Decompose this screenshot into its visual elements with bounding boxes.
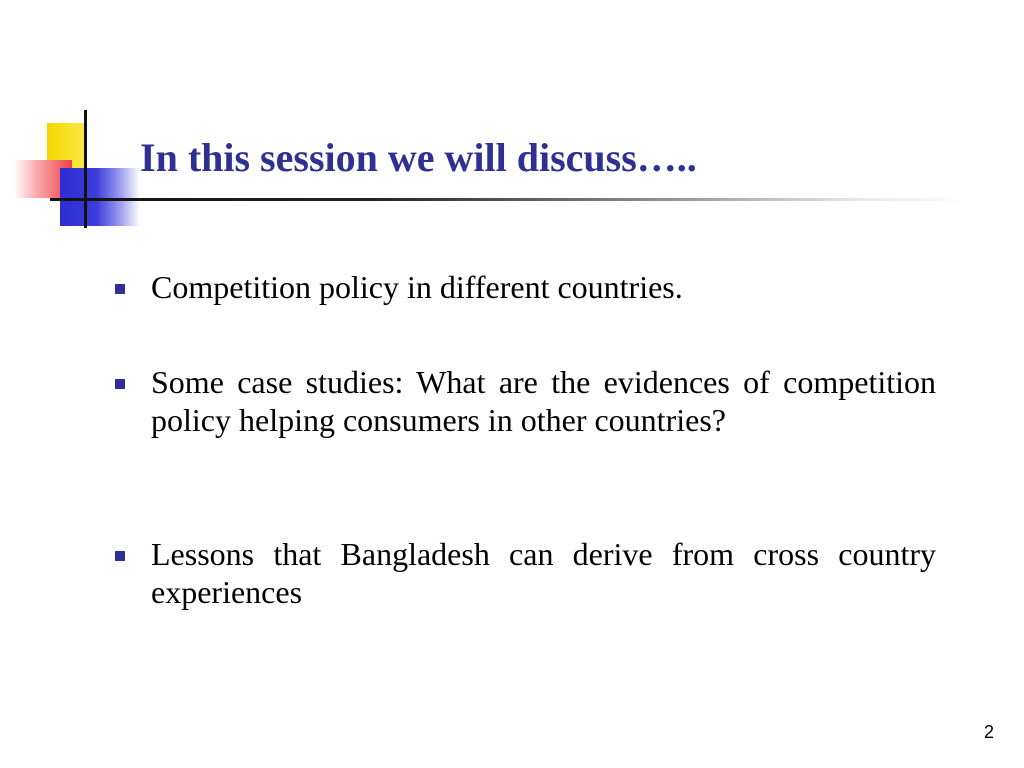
bullet-text: Some case studies: What are the evidences of competition policy helping consumers in other countries? [151,364,936,438]
page-number: 2 [983,722,994,742]
bullet-item [112,363,936,439]
square-bullet-icon [115,551,125,561]
bullet-text: Competition policy in different countries. [151,269,683,305]
slide-title: In this session we will discuss….. [140,135,697,180]
square-bullet-icon [115,379,125,389]
square-bullet-icon [115,284,125,294]
bullet-text: Lessons that Bangladesh can derive from cross country experiences [151,536,936,610]
decorative-vertical-line [84,110,87,228]
bullet-item [112,268,936,306]
decorative-blue-block [60,168,140,226]
title-underline [50,198,970,201]
bullet-item [112,535,936,611]
